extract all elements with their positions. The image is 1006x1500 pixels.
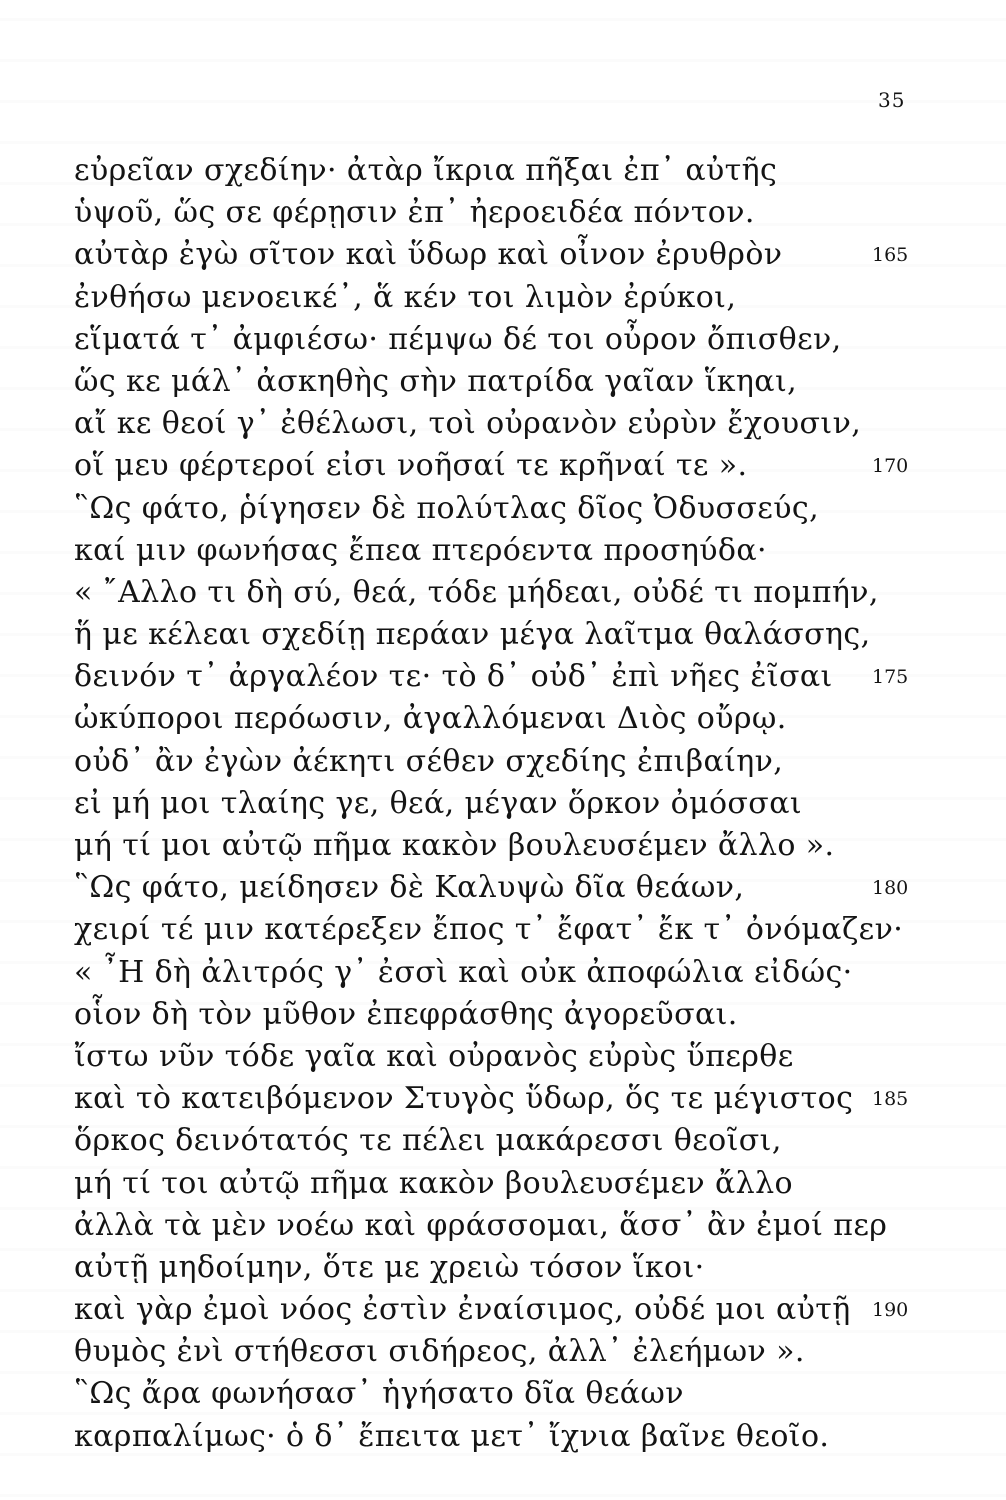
- verse-line: [74, 1120, 934, 1162]
- verse-text: ἥ με κέλεαι σχεδίῃ περάαν μέγα λαῖτμα θαλάσσης,: [74, 617, 871, 653]
- verse-line: [74, 825, 934, 867]
- verse-line: [74, 150, 934, 192]
- verse-text: ῝Ως ἄρα φωνήσασ᾽ ἡγήσατο δῖα θεάων: [74, 1376, 684, 1412]
- verse-line: [74, 741, 934, 783]
- verse-text: καὶ τὸ κατειβόμενον Στυγὸς ὕδωρ, ὅς τε μέγιστος: [74, 1081, 854, 1117]
- verse-text: καρπαλίμως· ὁ δ᾽ ἔπειτα μετ᾽ ἴχνια βαῖνε θεοῖο.: [74, 1418, 830, 1454]
- verse-text: ὑψοῦ, ὥς σε φέρῃσιν ἐπ᾽ ἠεροειδέα πόντον.: [74, 195, 755, 231]
- verse-text: εὐρεῖαν σχεδίην· ἀτὰρ ἴκρια πῆξαι ἐπ᾽ αὐτῆς: [74, 153, 778, 188]
- verse-text: χειρί τέ μιν κατέρεξεν ἔπος τ᾽ ἔφατ᾽ ἔκ τ᾽ ὀνόμαζεν·: [74, 912, 904, 948]
- verse-line: [74, 783, 934, 825]
- line-number: 190: [872, 1299, 909, 1322]
- verse-text: εἰ μή μοι τλαίης γε, θεά, μέγαν ὅρκον ὀμόσσαι: [74, 785, 803, 821]
- verse-text: μή τί τοι αὐτῷ πῆμα κακὸν βουλευσέμεν ἄλλο: [74, 1165, 793, 1201]
- verse-text: ῝Ως φάτο, μείδησεν δὲ Καλυψὼ δῖα θεάων,: [74, 870, 745, 906]
- verse-text: καὶ γὰρ ἐμοὶ νόος ἐστὶν ἐναίσιμος, οὐδέ μοι αὐτῇ: [74, 1292, 851, 1328]
- verse-text: αἴ κε θεοί γ᾽ ἐθέλωσι, τοὶ οὐρανὸν εὐρὺν ἔχουσιν,: [74, 406, 862, 442]
- verse-line: [74, 1416, 934, 1458]
- verse-line: [74, 1331, 934, 1373]
- verse-line: [74, 656, 934, 698]
- verse-line: [74, 909, 934, 951]
- verse-line: [74, 994, 934, 1036]
- verse-line: [74, 403, 934, 445]
- verse-text: « ῏Η δὴ ἀλιτρός γ᾽ ἐσσὶ καὶ οὐκ ἀποφώλια εἰδώς·: [74, 954, 853, 990]
- verse-line: [74, 488, 934, 530]
- verse-text: οἵ μευ φέρτεροί εἰσι νοῆσαί τε κρῆναί τε ».: [74, 448, 748, 484]
- verse-text: ῝Ως φάτο, ῥίγησεν δὲ πολύτλας δῖος Ὀδυσσεύς,: [74, 490, 820, 526]
- verse-text: αὐτὰρ ἐγὼ σῖτον καὶ ὕδωρ καὶ οἶνον ἐρυθρὸν: [74, 237, 783, 273]
- verse-line: [74, 614, 934, 656]
- verse-text: ἐνθήσω μενοεικέ᾽, ἅ κέν τοι λιμὸν ἐρύκοι,: [74, 279, 737, 315]
- verse-text: μή τί μοι αὐτῷ πῆμα κακὸν βουλευσέμεν ἄλλο ».: [74, 828, 835, 863]
- verse-text: εἵματά τ᾽ ἀμφιέσω· πέμψω δέ τοι οὖρον ὄπισθεν,: [74, 321, 842, 357]
- verse-line: [74, 1036, 934, 1078]
- verse-line: [74, 192, 934, 234]
- verse-text: « ῎Αλλο τι δὴ σύ, θεά, τόδε μήδεαι, οὐδέ τι πομπήν,: [74, 574, 879, 610]
- verse-line: [74, 1078, 934, 1120]
- verse-line: [74, 319, 934, 361]
- verse-line: [74, 530, 934, 572]
- verse-line: [74, 952, 934, 994]
- line-number: 170: [872, 455, 909, 478]
- verse-line: [74, 361, 934, 403]
- verse-line: [74, 277, 934, 319]
- line-number: 185: [872, 1088, 909, 1111]
- verse-text: αὐτῇ μηδοίμην, ὅτε με χρειὼ τόσον ἵκοι·: [74, 1249, 705, 1285]
- verse-line: [74, 1289, 934, 1331]
- verse-text: ἀλλὰ τὰ μὲν νοέω καὶ φράσσομαι, ἅσσ᾽ ἂν ἐμοί περ: [74, 1207, 888, 1243]
- verse-block: [74, 150, 934, 1458]
- verse-text: θυμὸς ἐνὶ στήθεσσι σιδήρεος, ἀλλ᾽ ἐλεήμων ».: [74, 1334, 805, 1370]
- line-number: 165: [872, 244, 909, 267]
- verse-text: ὠκύποροι περόωσιν, ἀγαλλόμεναι Διὸς οὔρῳ.: [74, 701, 787, 737]
- verse-text: καί μιν φωνήσας ἔπεα πτερόεντα προσηύδα·: [74, 532, 767, 568]
- verse-line: [74, 1205, 934, 1247]
- verse-line: [74, 1163, 934, 1205]
- verse-text: ὅρκος δεινότατός τε πέλει μακάρεσσι θεοῖσι,: [74, 1123, 782, 1159]
- line-number: 180: [872, 877, 909, 900]
- line-number: 175: [872, 666, 909, 689]
- page-number: 35: [878, 88, 906, 112]
- verse-text: ὥς κε μάλ᾽ ἀσκηθὴς σὴν πατρίδα γαῖαν ἵκηαι,: [74, 363, 798, 399]
- verse-line: [74, 445, 934, 487]
- verse-text: ἴστω νῦν τόδε γαῖα καὶ οὐρανὸς εὐρὺς ὕπερθε: [74, 1038, 794, 1074]
- verse-line: [74, 1247, 934, 1289]
- verse-line: [74, 234, 934, 276]
- verse-line: [74, 867, 934, 909]
- verse-line: [74, 572, 934, 614]
- verse-text: οἷον δὴ τὸν μῦθον ἐπεφράσθης ἀγορεῦσαι.: [74, 996, 738, 1032]
- verse-line: [74, 1373, 934, 1415]
- verse-line: [74, 698, 934, 740]
- verse-text: δεινόν τ᾽ ἀργαλέον τε· τὸ δ᾽ οὐδ᾽ ἐπὶ νῆες ἐῖσαι: [74, 659, 833, 695]
- verse-text: οὐδ᾽ ἂν ἐγὼν ἀέκητι σέθεν σχεδίης ἐπιβαίην,: [74, 743, 784, 779]
